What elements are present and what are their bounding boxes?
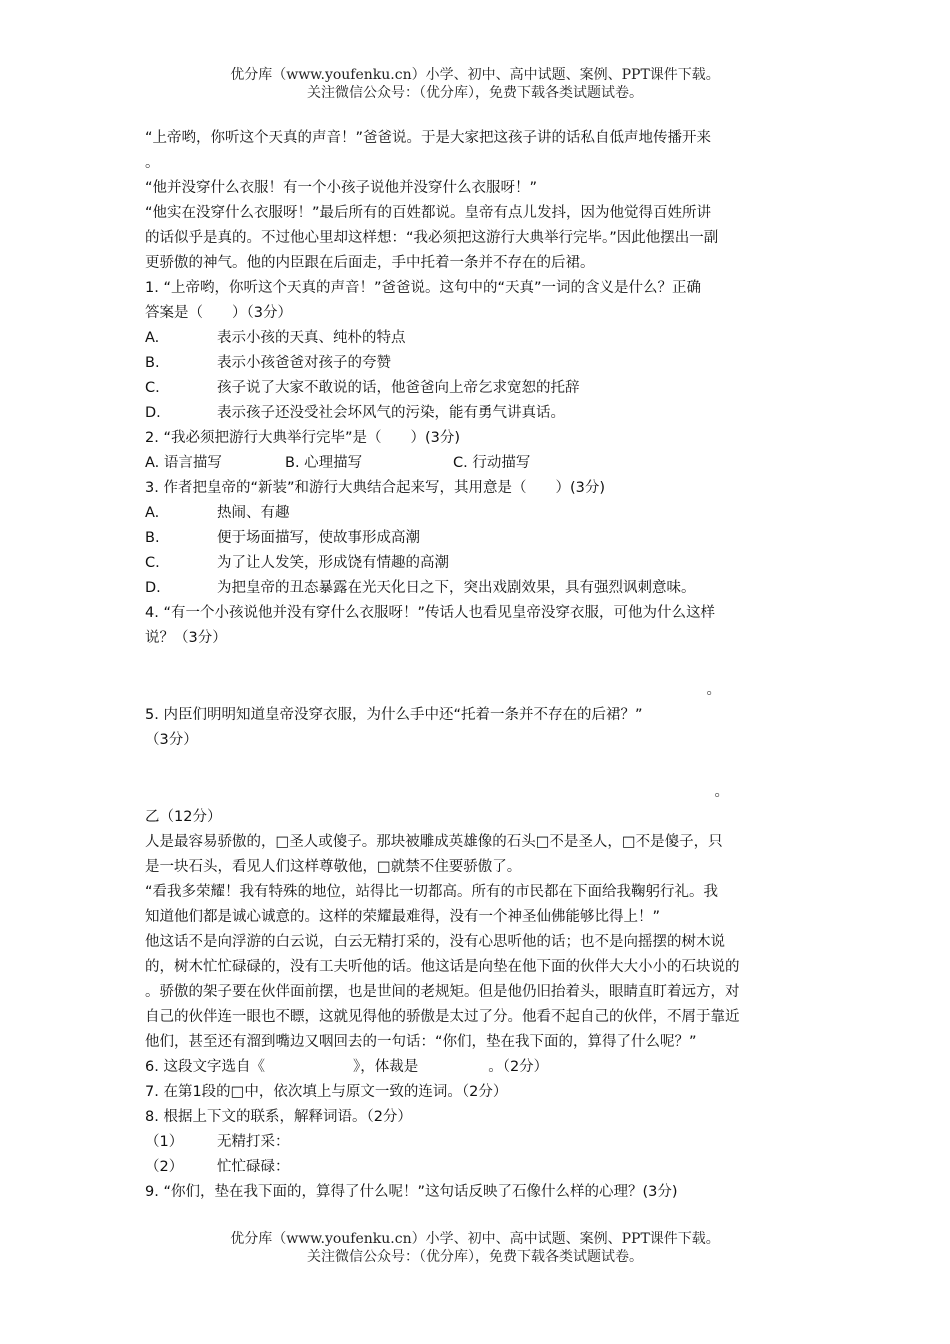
q1-option-b bbox=[145, 351, 805, 376]
header-line-1: 优分库（www.youfenku.cn）小学、初中、高中试题、案例、PPT课件下载。 bbox=[230, 67, 720, 83]
passage-b-p3-line2: 的，树木忙忙碌碌的，没有工夫听他的话。他这话是向垫在他下面的伙伴大大小小的石块说的 bbox=[145, 959, 740, 975]
q5-answer-space bbox=[145, 753, 805, 780]
option-key: C. bbox=[145, 555, 160, 571]
item-text: 无精打采： bbox=[217, 1134, 290, 1150]
option-key: D. bbox=[145, 580, 161, 596]
q3-stem: 3. 作者把皇帝的“新装”和游行大典结合起来写，其用意是（ ）(3分) bbox=[145, 480, 606, 496]
option-key: A. bbox=[145, 330, 160, 346]
footer-line-1: 优分库（www.youfenku.cn）小学、初中、高中试题、案例、PPT课件下载。 bbox=[230, 1231, 720, 1247]
question-2 bbox=[145, 426, 805, 476]
q6-part-2: 》，体裁是 bbox=[352, 1059, 419, 1075]
q2-option-c: C. 行动描写 bbox=[453, 455, 531, 471]
passage-b-title: 乙（12分） bbox=[145, 809, 222, 825]
q3-option-b bbox=[145, 526, 805, 551]
passage-a-p1-line2: 。 bbox=[145, 155, 160, 171]
q4-stem-line2: 说？（3分） bbox=[145, 630, 227, 646]
q4-answer-end-mark: 。 bbox=[706, 682, 721, 698]
header-line-2: 关注微信公众号：（优分库），免费下载各类试题试卷。 bbox=[307, 85, 643, 101]
option-text: 为把皇帝的丑态暴露在光天化日之下，突出戏剧效果，具有强烈讽刺意味。 bbox=[217, 580, 696, 596]
option-key: B. bbox=[145, 530, 160, 546]
passage-a-p2: “他并没穿什么衣服！有一个小孩子说他并没穿什么衣服呀！” bbox=[145, 180, 538, 196]
q4-stem-line1: 4. “有一个小孩说他并没有穿什么衣服呀！”传话人也看见皇帝没穿衣服，可他为什么这样 bbox=[145, 605, 715, 621]
question-3 bbox=[145, 476, 805, 601]
passage-b-p1-line2: 是一块石头，看见人们这样尊敬他，□就禁不住要骄傲了。 bbox=[145, 859, 522, 875]
option-key: B. bbox=[145, 355, 160, 371]
q1-stem-line1: 1. “上帝哟，你听这个天真的声音！”爸爸说。这句中的“天真”一词的含义是什么？正确 bbox=[145, 280, 701, 296]
page-header bbox=[0, 66, 950, 102]
question-4 bbox=[145, 601, 805, 703]
q8-item-1 bbox=[145, 1130, 805, 1155]
item-key: （2） bbox=[145, 1159, 184, 1175]
option-key: D. bbox=[145, 405, 161, 421]
q2-option-a: A. 语言描写 bbox=[145, 455, 222, 471]
question-5 bbox=[145, 703, 805, 805]
question-1 bbox=[145, 276, 805, 426]
option-text: 热闹、有趣 bbox=[217, 505, 290, 521]
q3-option-a bbox=[145, 501, 805, 526]
q2-stem: 2. “我必须把游行大典举行完毕”是（ ）(3分) bbox=[145, 430, 461, 446]
item-text: 忙忙碌碌： bbox=[217, 1159, 290, 1175]
passage-b-p1-line1: 人是最容易骄傲的，□圣人或傻子。那块被雕成英雄像的石头□不是圣人，□不是傻子，只 bbox=[145, 834, 723, 850]
q6-part-3: 。（2分） bbox=[488, 1059, 549, 1075]
footer-line-2: 关注微信公众号：（优分库），免费下载各类试题试卷。 bbox=[307, 1249, 643, 1265]
q5-stem-line2: （3分） bbox=[145, 732, 198, 748]
q4-answer-space bbox=[145, 651, 805, 678]
question-6 bbox=[145, 1055, 805, 1080]
passage-b-p3-line1: 他这话不是向浮游的白云说，白云无精打采的，没有心思听他的话；也不是向摇摆的树木说 bbox=[145, 934, 725, 950]
q8-item-2 bbox=[145, 1155, 805, 1180]
q3-option-d bbox=[145, 576, 805, 601]
option-text: 为了让人发笑，形成饶有情趣的高潮 bbox=[217, 555, 449, 571]
option-text: 便于场面描写，使故事形成高潮 bbox=[217, 530, 420, 546]
q1-stem-line2: 答案是（ ）（3分） bbox=[145, 305, 292, 321]
q8-stem: 8. 根据上下文的联系，解释词语。（2分） bbox=[145, 1109, 412, 1125]
passage-b-p2-line1: “看我多荣耀！我有特殊的地位，站得比一切都高。所有的市民都在下面给我鞠躬行礼。我 bbox=[145, 884, 719, 900]
passage-a bbox=[145, 126, 805, 276]
q2-options bbox=[145, 451, 805, 476]
q1-option-a bbox=[145, 326, 805, 351]
passage-b-p3-line4: 自己的伙伴连一眼也不瞟，这就见得他的骄傲是太过了分。他看不起自己的伙伴，不屑于靠近 bbox=[145, 1009, 740, 1025]
passage-b-p3-line5: 他们，甚至还有溜到嘴边又咽回去的一句话：“你们，垫在我下面的，算得了什么呢？” bbox=[145, 1034, 697, 1050]
passage-b-p2-line2: 知道他们都是诚心诚意的。这样的荣耀最难得，没有一个神圣仙佛能够比得上！” bbox=[145, 909, 661, 925]
item-key: （1） bbox=[145, 1134, 184, 1150]
option-text: 孩子说了大家不敢说的话，他爸爸向上帝乞求宽恕的托辞 bbox=[217, 380, 580, 396]
passage-a-p3-line3: 更骄傲的神气。他的内臣跟在后面走，手中托着一条并不存在的后裙。 bbox=[145, 255, 595, 271]
question-9: 9. “你们，垫在我下面的，算得了什么呢！”这句话反映了石像什么样的心理？(3分) bbox=[145, 1184, 678, 1200]
question-8 bbox=[145, 1105, 805, 1180]
passage-b-p3-line3: 。骄傲的架子要在伙伴面前摆，也是世间的老规矩。但是他仍旧抬着头，眼睛直盯着远方，对 bbox=[145, 984, 740, 1000]
option-key: A. bbox=[145, 505, 160, 521]
question-7: 7. 在第1段的□中，依次填上与原文一致的连词。（2分） bbox=[145, 1084, 508, 1100]
passage-a-p1-line1: “上帝哟，你听这个天真的声音！”爸爸说。于是大家把这孩子讲的话私自低声地传播开来 bbox=[145, 130, 712, 146]
passage-a-p3-line2: 的话似乎是真的。不过他心里却这样想：“我必须把这游行大典举行完毕。”因此他摆出一副 bbox=[145, 230, 719, 246]
q5-answer-end-mark: 。 bbox=[714, 784, 729, 800]
option-text: 表示孩子还没受社会坏风气的污染，能有勇气讲真话。 bbox=[217, 405, 565, 421]
exam-content bbox=[145, 126, 805, 1205]
q5-stem-line1: 5. 内臣们明明知道皇帝没穿衣服，为什么手中还“托着一条并不存在的后裙？” bbox=[145, 707, 643, 723]
option-text: 表示小孩的天真、纯朴的特点 bbox=[217, 330, 406, 346]
option-text: 表示小孩爸爸对孩子的夸赞 bbox=[217, 355, 391, 371]
passage-b bbox=[145, 805, 805, 1055]
page-footer bbox=[0, 1230, 950, 1266]
q6-part-1: 6. 这段文字选自《 bbox=[145, 1059, 265, 1075]
q1-option-d bbox=[145, 401, 805, 426]
q3-option-c bbox=[145, 551, 805, 576]
q2-option-b: B. 心理描写 bbox=[285, 455, 363, 471]
passage-a-p3-line1: “他实在没穿什么衣服呀！”最后所有的百姓都说。皇帝有点儿发抖，因为他觉得百姓所讲 bbox=[145, 205, 712, 221]
q1-option-c bbox=[145, 376, 805, 401]
option-key: C. bbox=[145, 380, 160, 396]
